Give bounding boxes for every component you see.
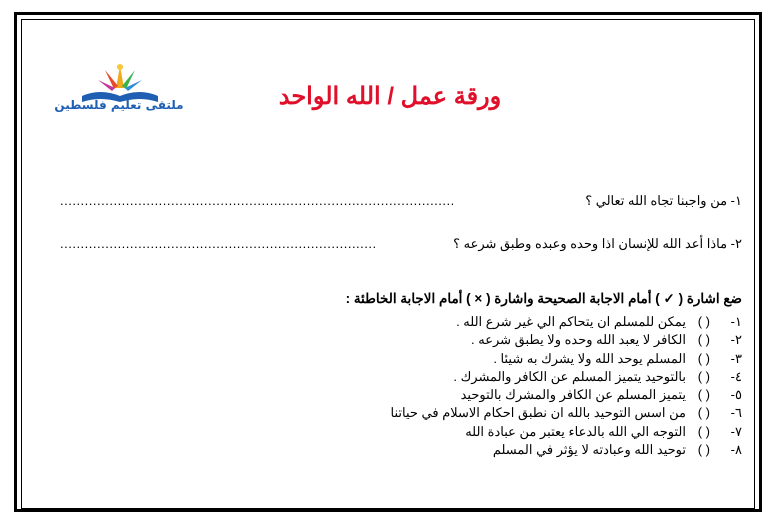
answer-box[interactable]: ( )	[697, 423, 710, 439]
logo-text: ملتقى تعليم فلسطين	[54, 98, 184, 112]
answer-box[interactable]: ( )	[697, 442, 710, 458]
item-text: المسلم يوحد الله ولا يشرك به شيئا .	[493, 350, 686, 366]
item-number: ٤-	[730, 368, 742, 384]
item-text: التوجه الي الله بالدعاء يعتبر من عبادة الله	[465, 423, 686, 439]
item-number: ٦-	[730, 405, 742, 421]
question-1: ١- من واجبنا تجاه الله تعالي ؟	[585, 193, 742, 208]
answer-box[interactable]: ( )	[697, 332, 710, 348]
list-item	[391, 350, 743, 368]
item-number: ٧-	[730, 423, 742, 439]
true-false-list	[391, 313, 743, 459]
list-item	[391, 404, 743, 422]
answer-line-1: ................................................................................................	[60, 193, 455, 208]
item-text: يمكن للمسلم ان يتحاكم الي غير شرع الله .	[456, 314, 686, 329]
item-text: يتميز المسلم عن الكافر والمشرك بالتوحيد	[460, 387, 686, 403]
item-text: بالتوحيد يتميز المسلم عن الكافر والمشرك .	[453, 368, 686, 384]
answer-box[interactable]: ( )	[697, 368, 710, 384]
list-item	[391, 368, 743, 386]
answer-line-2: .............................................................................	[60, 236, 377, 251]
page-title: ورقة عمل / الله الواحد	[278, 83, 502, 110]
list-item	[391, 423, 743, 441]
item-number: ٢-	[730, 332, 742, 348]
list-item	[391, 441, 743, 459]
list-item	[391, 313, 743, 331]
answer-box[interactable]: ( )	[697, 314, 710, 329]
answer-box[interactable]: ( )	[697, 405, 710, 421]
instruction-heading: ضع اشارة ( ✓ ) أمام الاجابة الصحيحة واشارة ( × ) أمام الاجابة الخاطئة :	[345, 291, 742, 306]
question-2: ٢- ماذا أعد الله للإنسان اذا وحده وعبده وطبق شرعه ؟	[453, 236, 742, 251]
item-text: الكافر لا يعبد الله وحده ولا يطبق شرعه .	[471, 332, 686, 348]
item-number: ٨-	[730, 442, 742, 458]
item-number: ٣-	[730, 350, 742, 366]
item-number: ٥-	[730, 387, 742, 403]
list-item	[391, 386, 743, 404]
item-text: من اسس التوحيد بالله ان نطبق احكام الاسلام في حياتنا	[390, 405, 686, 421]
item-text: توحيد الله وعبادته لا يؤثر في المسلم	[492, 442, 686, 458]
answer-box[interactable]: ( )	[697, 350, 710, 366]
answer-box[interactable]: ( )	[697, 387, 710, 403]
list-item	[391, 331, 743, 349]
item-number: ١-	[730, 314, 742, 329]
